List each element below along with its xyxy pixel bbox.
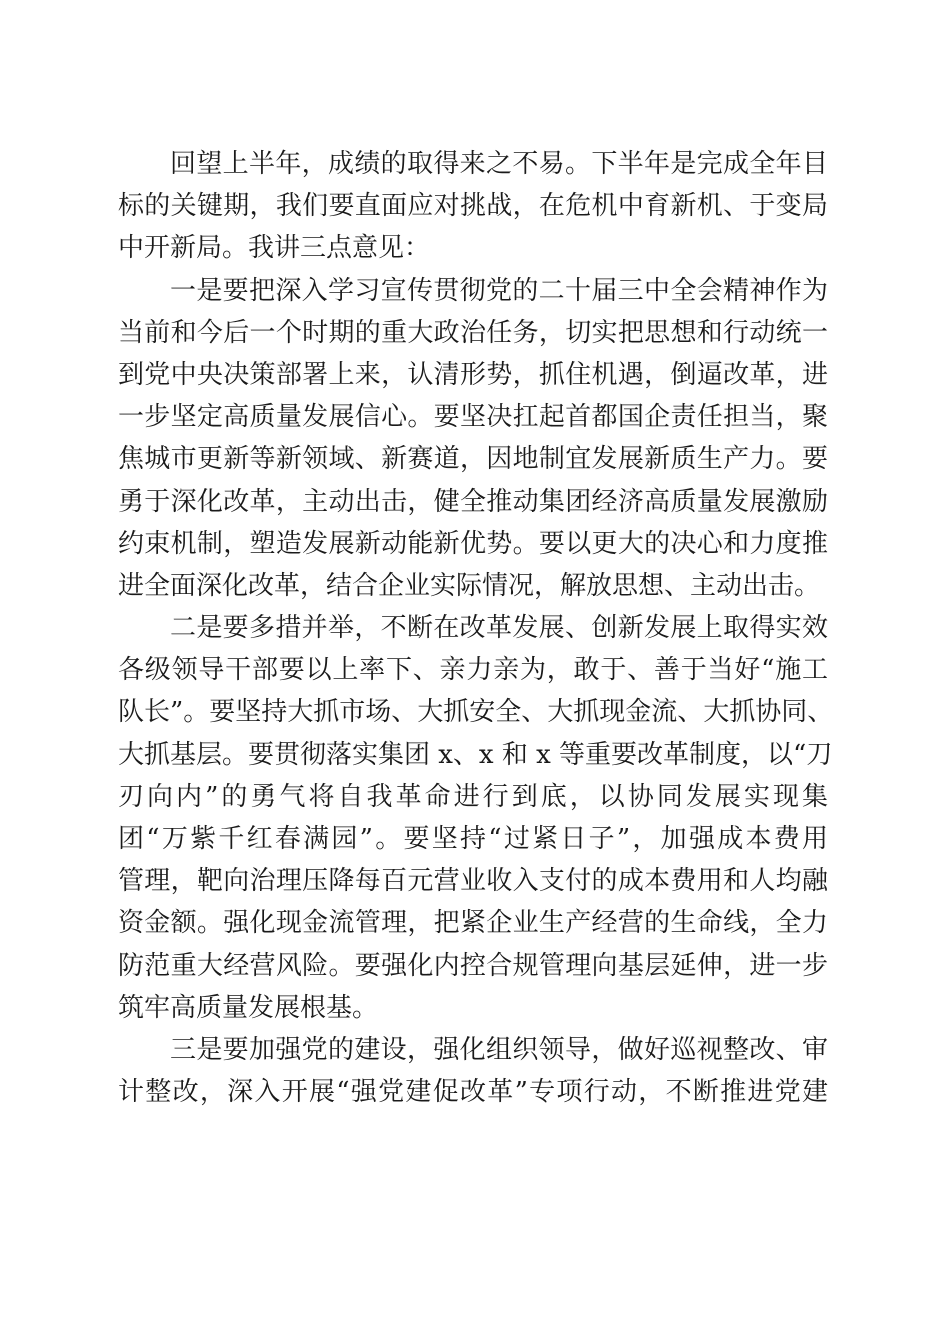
text-line: 各级领导干部要以上率下、亲力亲为，敢于、善于当好“施工: [118, 655, 828, 686]
text-line: 二是要多措并举，不断在改革发展、创新发展上取得实效: [170, 613, 828, 644]
paragraph-point-three: [118, 1029, 828, 1113]
text-line: 计整改，深入开展“强党建促改革”专项行动，不断推进党建: [118, 1077, 828, 1108]
text-line: 到党中央决策部署上来，认清形势，抓住机遇，倒逼改革，进: [118, 359, 828, 390]
text-line: 一是要把深入学习宣传贯彻党的二十届三中全会精神作为: [170, 275, 828, 306]
text-line: 大抓基层。要贯彻落实集团 x、x 和 x 等重要改革制度，以“刀: [118, 739, 833, 770]
paragraph-point-one: [118, 270, 828, 608]
text-line: 一步坚定高质量发展信心。要坚决扛起首都国企责任担当，聚: [118, 402, 828, 433]
text-line: 标的关键期，我们要直面应对挑战，在危机中育新机、于变局: [118, 191, 828, 222]
text-line: 资金额。强化现金流管理，把紧企业生产经营的生命线，全力: [118, 908, 828, 939]
document-body: [118, 143, 834, 1113]
text-line: 回望上半年，成绩的取得来之不易。下半年是完成全年目: [170, 149, 828, 179]
text-line: 勇于深化改革，主动出击，健全推动集团经济高质量发展激励: [118, 486, 828, 517]
text-line: 焦城市更新等新领域、新赛道，因地制宜发展新质生产力。要: [118, 444, 828, 475]
text-line: 队长”。要坚持大抓市场、大抓安全、大抓现金流、大抓协同、: [118, 697, 834, 728]
text-line: 三是要加强党的建设，强化组织领导，做好巡视整改、审: [170, 1034, 828, 1065]
text-line: 刃向内”的勇气将自我革命进行到底，以协同发展实现集: [118, 781, 828, 812]
paragraph-opening: [118, 143, 828, 270]
text-line: 管理，靶向治理压降每百元营业收入支付的成本费用和人均融: [118, 866, 828, 897]
text-line: 约束机制，塑造发展新动能新优势。要以更大的决心和力度推: [118, 528, 828, 559]
text-line: 当前和今后一个时期的重大政治任务，切实把思想和行动统一: [118, 317, 828, 348]
text-line: 进全面深化改革，结合企业实际情况，解放思想、主动出击。: [118, 570, 821, 601]
text-line: 筑牢高质量发展根基。: [118, 992, 379, 1023]
paragraph-point-two: [118, 607, 834, 1029]
text-line: 防范重大经营风险。要强化内控合规管理向基层延伸，进一步: [118, 950, 828, 981]
text-line: 团“万紫千红春满园”。要坚持“过紧日子”，加强成本费用: [118, 824, 828, 854]
text-line: 中开新局。我讲三点意见：: [118, 233, 431, 264]
